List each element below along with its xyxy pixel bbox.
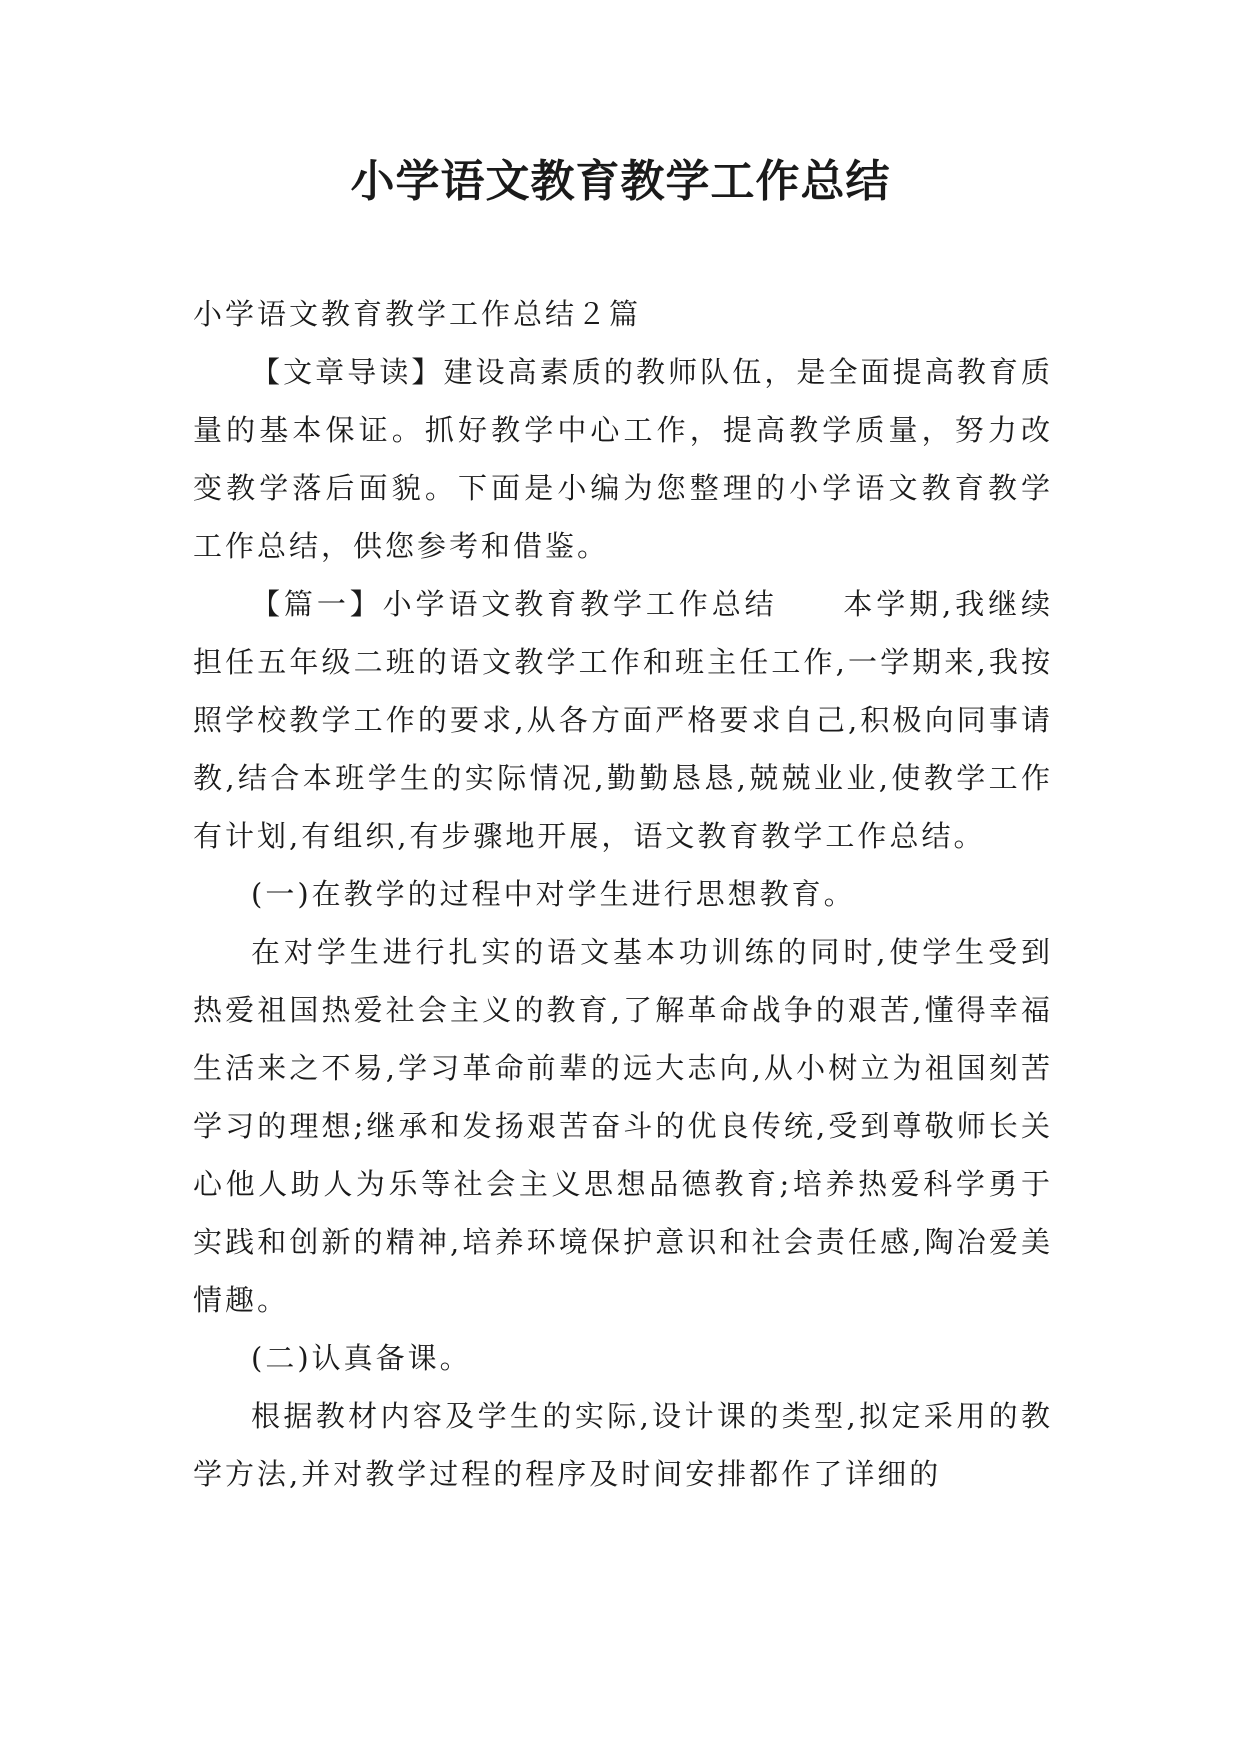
section-heading-two: (二)认真备课。	[251, 1341, 472, 1375]
document-body	[193, 285, 1053, 1503]
document-title: 小学语文教育教学工作总结	[350, 156, 891, 207]
paragraph-part-one: 【篇一】小学语文教育教学工作总结 本学期,我继续担任五年级二班的语文教学工作和班主任工作,一学期来,我按照学校教学工作的要求,从各方面严格要求自己,积极向同事请教,结合本班学生的实际情况,勤勤恳恳,兢兢业业,使教学工作有计划,有组织,有步骤地开展，语文教育教学工作总结。	[193, 587, 1053, 853]
section-heading-one: (一)在教学的过程中对学生进行思想教育。	[251, 877, 856, 911]
paragraph-intro: 【文章导读】建设高素质的教师队伍，是全面提高教育质量的基本保证。抓好教学中心工作，提高教学质量，努力改变教学落后面貌。下面是小编为您整理的小学语文教育教学工作总结，供您参考和借鉴。	[193, 355, 1053, 563]
document-subtitle: 小学语文教育教学工作总结２篇	[193, 297, 642, 331]
paragraph-lesson-prep: 根据教材内容及学生的实际,设计课的类型,拟定采用的教学方法,并对教学过程的程序及时间安排都作了详细的	[193, 1399, 1053, 1491]
paragraph-thought-education: 在对学生进行扎实的语文基本功训练的同时,使学生受到热爱祖国热爱社会主义的教育,了解革命战争的艰苦,懂得幸福生活来之不易,学习革命前辈的远大志向,从小树立为祖国刻苦学习的理想;继承和发扬艰苦奋斗的优良传统,受到尊敬师长关心他人助人为乐等社会主义思想品德教育;培养热爱科学勇于实践和创新的精神,培养环境保护意识和社会责任感,陶冶爱美情趣。	[193, 935, 1053, 1317]
